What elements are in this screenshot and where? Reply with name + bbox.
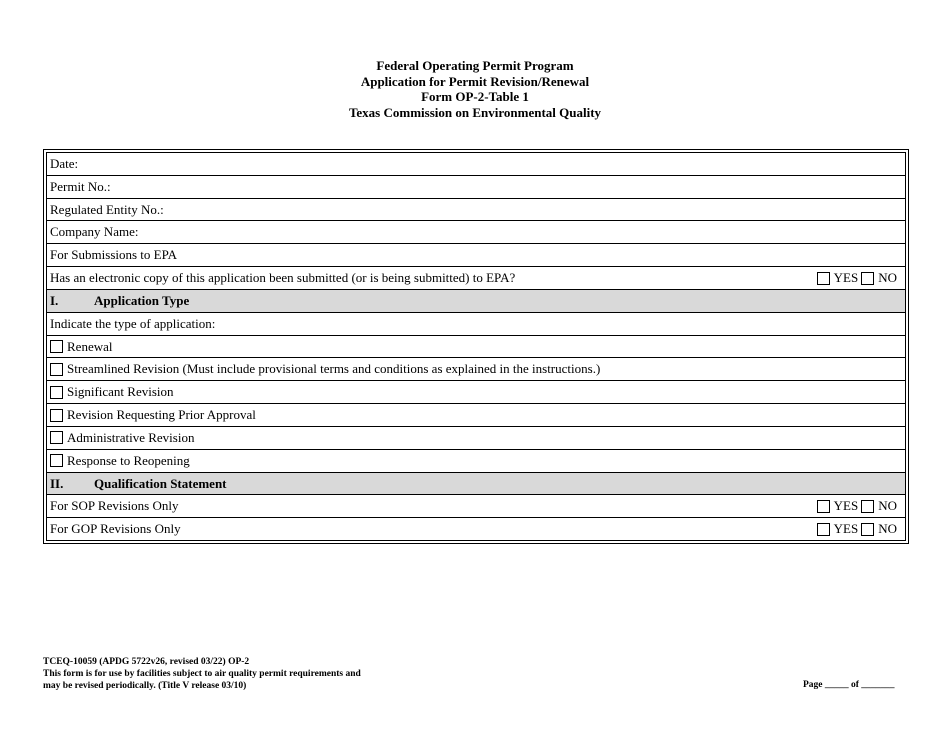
sop-yes-checkbox[interactable] (817, 500, 830, 513)
footer-note-line-2: may be revised periodically. (Title V release 03/10) (43, 681, 247, 691)
section-1-title: Application Type (94, 292, 190, 308)
epa-yes-no (817, 270, 897, 286)
epa-no-checkbox[interactable] (861, 272, 874, 285)
form-table (46, 152, 906, 541)
epa-question-text: Has an electronic copy of this application been submitted (or is being submitted) to EPA? (50, 270, 516, 286)
gop-revisions-label: For GOP Revisions Only (50, 521, 181, 537)
permit-no-row[interactable] (47, 176, 905, 199)
sop-no-checkbox[interactable] (861, 500, 874, 513)
gop-yes-no (817, 521, 897, 537)
gop-revisions-row (47, 518, 905, 540)
sop-revisions-row (47, 495, 905, 518)
administrative-revision-label: Administrative Revision (67, 429, 195, 445)
section-1-number: I. (50, 292, 59, 308)
footer-form-info (43, 656, 361, 692)
renewal-checkbox[interactable] (50, 340, 63, 353)
app-type-significant-row (47, 381, 905, 404)
gop-no-checkbox[interactable] (861, 523, 874, 536)
company-name-row[interactable] (47, 221, 905, 244)
sop-yes-label: YES (833, 498, 859, 514)
section-qualification-statement (47, 473, 905, 496)
streamlined-revision-label: Streamlined Revision (Must include provisional terms and conditions as explained in the instructions.) (67, 361, 601, 377)
sop-no-label: NO (878, 498, 897, 514)
epa-submissions-heading: For Submissions to EPA (50, 247, 178, 263)
gop-no-label: NO (878, 521, 897, 537)
regulated-entity-label: Regulated Entity No.: (50, 201, 164, 217)
agency-name: Texas Commission on Environmental Quality (348, 104, 602, 120)
significant-revision-checkbox[interactable] (50, 386, 63, 399)
application-title: Application for Permit Revision/Renewal (360, 73, 590, 89)
form-table-outer-border (43, 149, 909, 544)
prior-approval-label: Revision Requesting Prior Approval (67, 407, 256, 423)
prior-approval-checkbox[interactable] (50, 409, 63, 422)
footer-form-id: TCEQ-10059 (APDG 5722v26, revised 03/22) OP-2 (43, 657, 250, 667)
epa-yes-label: YES (833, 270, 859, 286)
epa-question-row (47, 267, 905, 290)
gop-yes-checkbox[interactable] (817, 523, 830, 536)
indicate-type-row (47, 313, 905, 336)
app-type-prior-approval-row (47, 404, 905, 427)
epa-no-label: NO (878, 270, 897, 286)
app-type-reopening-row (47, 450, 905, 473)
streamlined-revision-checkbox[interactable] (50, 363, 63, 376)
response-to-reopening-label: Response to Reopening (67, 452, 190, 468)
app-type-renewal-row (47, 336, 905, 359)
indicate-type-label: Indicate the type of application: (50, 315, 216, 331)
footer-note-line-1: This form is for use by facilities subject to air quality permit requirements and (43, 669, 361, 679)
app-type-administrative-row (47, 427, 905, 450)
epa-submissions-row (47, 244, 905, 267)
section-2-title: Qualification Statement (94, 475, 227, 491)
regulated-entity-row[interactable] (47, 199, 905, 222)
administrative-revision-checkbox[interactable] (50, 431, 63, 444)
sop-revisions-label: For SOP Revisions Only (50, 498, 179, 514)
date-label: Date: (50, 155, 79, 171)
response-to-reopening-checkbox[interactable] (50, 454, 63, 467)
sop-yes-no (817, 498, 897, 514)
renewal-label: Renewal (67, 338, 113, 354)
form-number: Form OP-2-Table 1 (421, 89, 529, 104)
company-name-label: Company Name: (50, 224, 139, 240)
form-header (0, 58, 950, 120)
permit-no-label: Permit No.: (50, 178, 111, 194)
program-title: Federal Operating Permit Program (376, 58, 574, 73)
section-application-type (47, 290, 905, 313)
epa-yes-checkbox[interactable] (817, 272, 830, 285)
significant-revision-label: Significant Revision (67, 384, 174, 400)
gop-yes-label: YES (833, 521, 859, 537)
date-row[interactable] (47, 153, 905, 176)
app-type-streamlined-row (47, 358, 905, 381)
section-2-number: II. (50, 475, 64, 491)
page-number: Page _____ of _______ (803, 680, 895, 690)
